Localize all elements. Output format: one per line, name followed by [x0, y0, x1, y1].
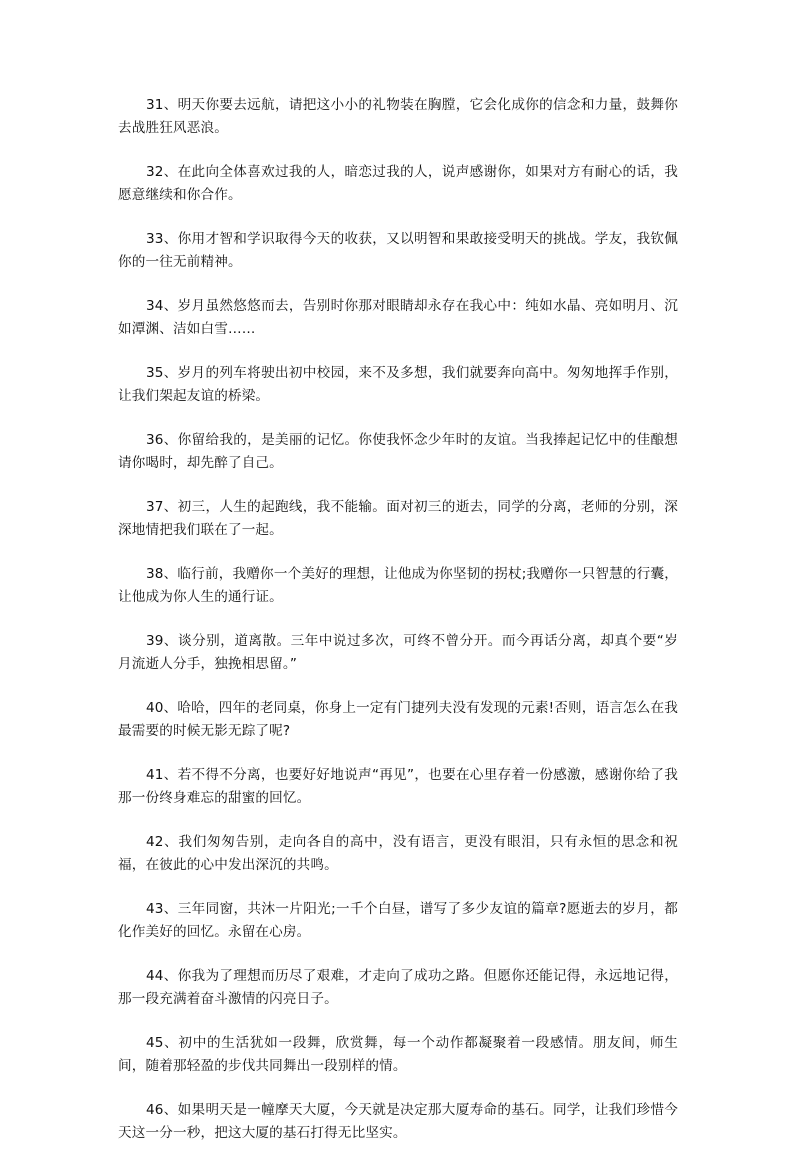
paragraph-42: 42、我们匆匆告别，走向各自的高中，没有语言，更没有眼泪，只有永恒的思念和祝福，在彼此的心中发出深沉的共鸣。: [118, 834, 678, 873]
document-body: [118, 94, 678, 1166]
paragraph-46: 46、如果明天是一幢摩天大厦，今天就是决定那大厦寿命的基石。同学，让我们珍惜今天这一分一秒，把这大厦的基石打得无比坚实。: [118, 1102, 678, 1141]
paragraph-44: 44、你我为了理想而历尽了艰难，才走向了成功之路。但愿你还能记得，永远地记得，那一段充满着奋斗激情的闪亮日子。: [118, 968, 678, 1007]
paragraph-36: 36、你留给我的，是美丽的记忆。你使我怀念少年时的友谊。当我捧起记忆中的佳酿想请你喝时，却先醉了自己。: [118, 432, 678, 471]
paragraph-38: 38、临行前，我赠你一个美好的理想，让他成为你坚韧的拐杖;我赠你一只智慧的行囊，让他成为你人生的通行证。: [118, 566, 678, 605]
paragraph-35: 35、岁月的列车将驶出初中校园，来不及多想，我们就要奔向高中。匆匆地挥手作别，让我们架起友谊的桥梁。: [118, 365, 678, 404]
paragraph-40: 40、哈哈，四年的老同桌，你身上一定有门捷列夫没有发现的元素!否则，语言怎么在我最需要的时候无影无踪了呢?: [118, 700, 678, 739]
paragraph-39: 39、谈分别，道离散。三年中说过多次，可终不曾分开。而今再话分离，却真个要“岁月流逝人分手，独挽相思留。”: [118, 633, 678, 672]
paragraph-45: 45、初中的生活犹如一段舞，欣赏舞，每一个动作都凝聚着一段感情。朋友间，师生间，随着那轻盈的步伐共同舞出一段别样的情。: [118, 1035, 678, 1074]
paragraph-31: 31、明天你要去远航，请把这小小的礼物装在胸膛，它会化成你的信念和力量，鼓舞你去战胜狂风恶浪。: [118, 97, 678, 136]
paragraph-43: 43、三年同窗，共沐一片阳光;一千个白昼，谱写了多少友谊的篇章?愿逝去的岁月，都化作美好的回忆。永留在心房。: [118, 901, 678, 940]
paragraph-33: 33、你用才智和学识取得今天的收获，又以明智和果敢接受明天的挑战。学友，我钦佩你的一往无前精神。: [118, 231, 678, 270]
paragraph-41: 41、若不得不分离，也要好好地说声“再见”，也要在心里存着一份感激，感谢你给了我那一份终身难忘的甜蜜的回忆。: [118, 767, 678, 806]
paragraph-34: 34、岁月虽然悠悠而去，告别时你那对眼睛却永存在我心中：纯如水晶、亮如明月、沉如潭渊、洁如白雪……: [118, 298, 678, 337]
paragraph-32: 32、在此向全体喜欢过我的人，暗恋过我的人，说声感谢你，如果对方有耐心的话，我愿意继续和你合作。: [118, 164, 678, 203]
paragraph-37: 37、初三，人生的起跑线，我不能输。面对初三的逝去，同学的分离，老师的分别，深深地情把我们联在了一起。: [118, 499, 678, 538]
